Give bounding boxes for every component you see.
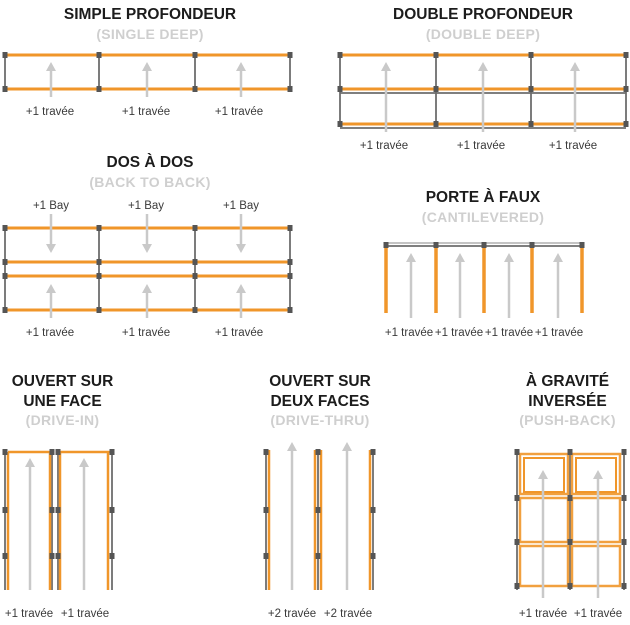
post <box>580 242 585 248</box>
back-to-back-bottom-label: +1 travée <box>25 327 75 339</box>
post <box>288 86 293 92</box>
drive-in-diagram <box>3 449 115 590</box>
push-back-subtitle: (PUSH-BACK) <box>519 412 616 428</box>
post <box>482 242 487 248</box>
push-back-title-line2: INVERSÉE <box>528 393 607 410</box>
post <box>288 273 293 279</box>
back-to-back-top-label: +1 Bay <box>222 200 260 212</box>
back-to-back-bottom-label: +1 travée <box>121 327 171 339</box>
post <box>622 583 627 589</box>
drive-in-subtitle: (DRIVE-IN) <box>25 412 100 428</box>
post <box>264 553 269 559</box>
post <box>110 449 115 455</box>
post <box>316 449 321 455</box>
drive-in-title-line2: UNE FACE <box>23 393 102 410</box>
post <box>371 553 376 559</box>
post <box>624 86 629 92</box>
double-deep-subtitle: (DOUBLE DEEP) <box>425 26 541 42</box>
post <box>56 507 61 513</box>
post <box>434 121 439 127</box>
post <box>193 259 198 265</box>
post <box>529 121 534 127</box>
post <box>193 307 198 313</box>
bay-arrow-head <box>504 253 514 262</box>
post <box>434 242 439 248</box>
double-deep-label: +1 travée <box>359 140 409 152</box>
drive-in-label: +1 travée <box>60 608 110 620</box>
single-deep-label: +1 travée <box>121 106 171 118</box>
drive-thru-subtitle: (DRIVE-THRU) <box>270 412 370 428</box>
bay-arrow-head <box>455 253 465 262</box>
cantilever-label: +1 travée <box>434 327 484 339</box>
cantilever-diagram <box>384 242 585 318</box>
post <box>515 449 520 455</box>
post <box>338 86 343 92</box>
post <box>193 225 198 231</box>
drive-thru-title-line1: OUVERT SUR <box>269 373 371 390</box>
post <box>338 52 343 58</box>
post <box>622 495 627 501</box>
bay-arrow-head <box>46 244 56 253</box>
post <box>3 225 8 231</box>
post <box>97 52 102 58</box>
post <box>515 583 520 589</box>
bay-arrow-head <box>287 442 297 451</box>
single-deep-label: +1 travée <box>25 106 75 118</box>
post <box>3 259 8 265</box>
post <box>568 539 573 545</box>
drive-thru-diagram <box>264 442 376 590</box>
bay-arrow-head <box>236 62 246 71</box>
post <box>529 52 534 58</box>
bay-arrow-head <box>236 284 246 293</box>
bay-arrow-head <box>142 62 152 71</box>
post <box>193 273 198 279</box>
post <box>3 307 8 313</box>
back-to-back-bottom-label: +1 travée <box>214 327 264 339</box>
post <box>515 539 520 545</box>
post <box>110 507 115 513</box>
bay-arrow-head <box>142 244 152 253</box>
back-to-back-title: DOS À DOS <box>106 154 194 171</box>
cantilever-label: +1 travée <box>484 327 534 339</box>
cantilever-label: +1 travée <box>534 327 584 339</box>
post <box>97 307 102 313</box>
bay-arrow-head <box>46 284 56 293</box>
back-to-back-top-label: +1 Bay <box>32 200 70 212</box>
push-back-title-line1: À GRAVITÉ <box>525 373 610 390</box>
post <box>624 52 629 58</box>
post <box>193 52 198 58</box>
post <box>434 52 439 58</box>
post <box>371 507 376 513</box>
double-deep-title: DOUBLE PROFONDEUR <box>393 6 573 23</box>
post <box>3 273 8 279</box>
post <box>50 449 55 455</box>
post <box>316 507 321 513</box>
drive-in-label: +1 travée <box>4 608 54 620</box>
post <box>530 242 535 248</box>
bay-arrow-head <box>478 62 488 71</box>
post <box>529 86 534 92</box>
post <box>288 307 293 313</box>
bay-arrow-head <box>381 62 391 71</box>
bay-arrow-head <box>538 470 548 479</box>
post <box>56 553 61 559</box>
push-back-label: +1 travée <box>518 608 568 620</box>
pushback-cart <box>572 546 620 586</box>
drive-thru-label: +2 travée <box>267 608 317 620</box>
post <box>371 449 376 455</box>
bay-arrow-head <box>236 244 246 253</box>
post <box>624 121 629 127</box>
drive-thru-title-line2: DEUX FACES <box>270 393 370 410</box>
post <box>434 86 439 92</box>
post <box>3 507 8 513</box>
back-to-back-top-label: +1 Bay <box>127 200 165 212</box>
double-deep-label: +1 travée <box>456 140 506 152</box>
post <box>338 121 343 127</box>
post <box>568 583 573 589</box>
post <box>622 449 627 455</box>
post <box>568 495 573 501</box>
post <box>288 225 293 231</box>
single-deep-title: SIMPLE PROFONDEUR <box>63 6 237 23</box>
double-deep-diagram <box>338 52 629 132</box>
post <box>384 242 389 248</box>
post <box>288 259 293 265</box>
post <box>622 539 627 545</box>
drive-in-title-line1: OUVERT SUR <box>11 373 114 390</box>
single-deep-subtitle: (SINGLE DEEP) <box>96 26 204 42</box>
post <box>515 495 520 501</box>
post <box>50 507 55 513</box>
back-to-back-subtitle: (BACK TO BACK) <box>89 174 211 190</box>
pushback-cart <box>572 498 620 542</box>
bay-arrow-head <box>593 470 603 479</box>
post <box>56 449 61 455</box>
bay-arrow-head <box>406 253 416 262</box>
single-deep-diagram <box>3 52 293 97</box>
drive-thru-label: +2 travée <box>323 608 373 620</box>
bay-arrow-head <box>25 458 35 467</box>
bay-arrow-head <box>553 253 563 262</box>
double-deep-label: +1 travée <box>548 140 598 152</box>
back-to-back-diagram <box>3 214 293 318</box>
push-back-label: +1 travée <box>573 608 623 620</box>
cantilever-title: PORTE À FAUX <box>425 189 541 206</box>
post <box>264 507 269 513</box>
post <box>3 449 8 455</box>
bay-arrow-head <box>570 62 580 71</box>
cantilever-label: +1 travée <box>384 327 434 339</box>
single-deep-label: +1 travée <box>214 106 264 118</box>
post <box>110 553 115 559</box>
cantilever-subtitle: (CANTILEVERED) <box>421 209 545 225</box>
post <box>97 259 102 265</box>
bay-arrow-head <box>342 442 352 451</box>
post <box>3 553 8 559</box>
bay-arrow-head <box>46 62 56 71</box>
bay-arrow-head <box>79 458 89 467</box>
post <box>97 273 102 279</box>
post <box>568 449 573 455</box>
post <box>264 449 269 455</box>
post <box>316 553 321 559</box>
post <box>97 86 102 92</box>
post <box>50 553 55 559</box>
post <box>97 225 102 231</box>
bay-arrow-head <box>142 284 152 293</box>
push-back-diagram <box>515 449 627 598</box>
post <box>3 86 8 92</box>
post <box>193 86 198 92</box>
post <box>3 52 8 58</box>
post <box>288 52 293 58</box>
